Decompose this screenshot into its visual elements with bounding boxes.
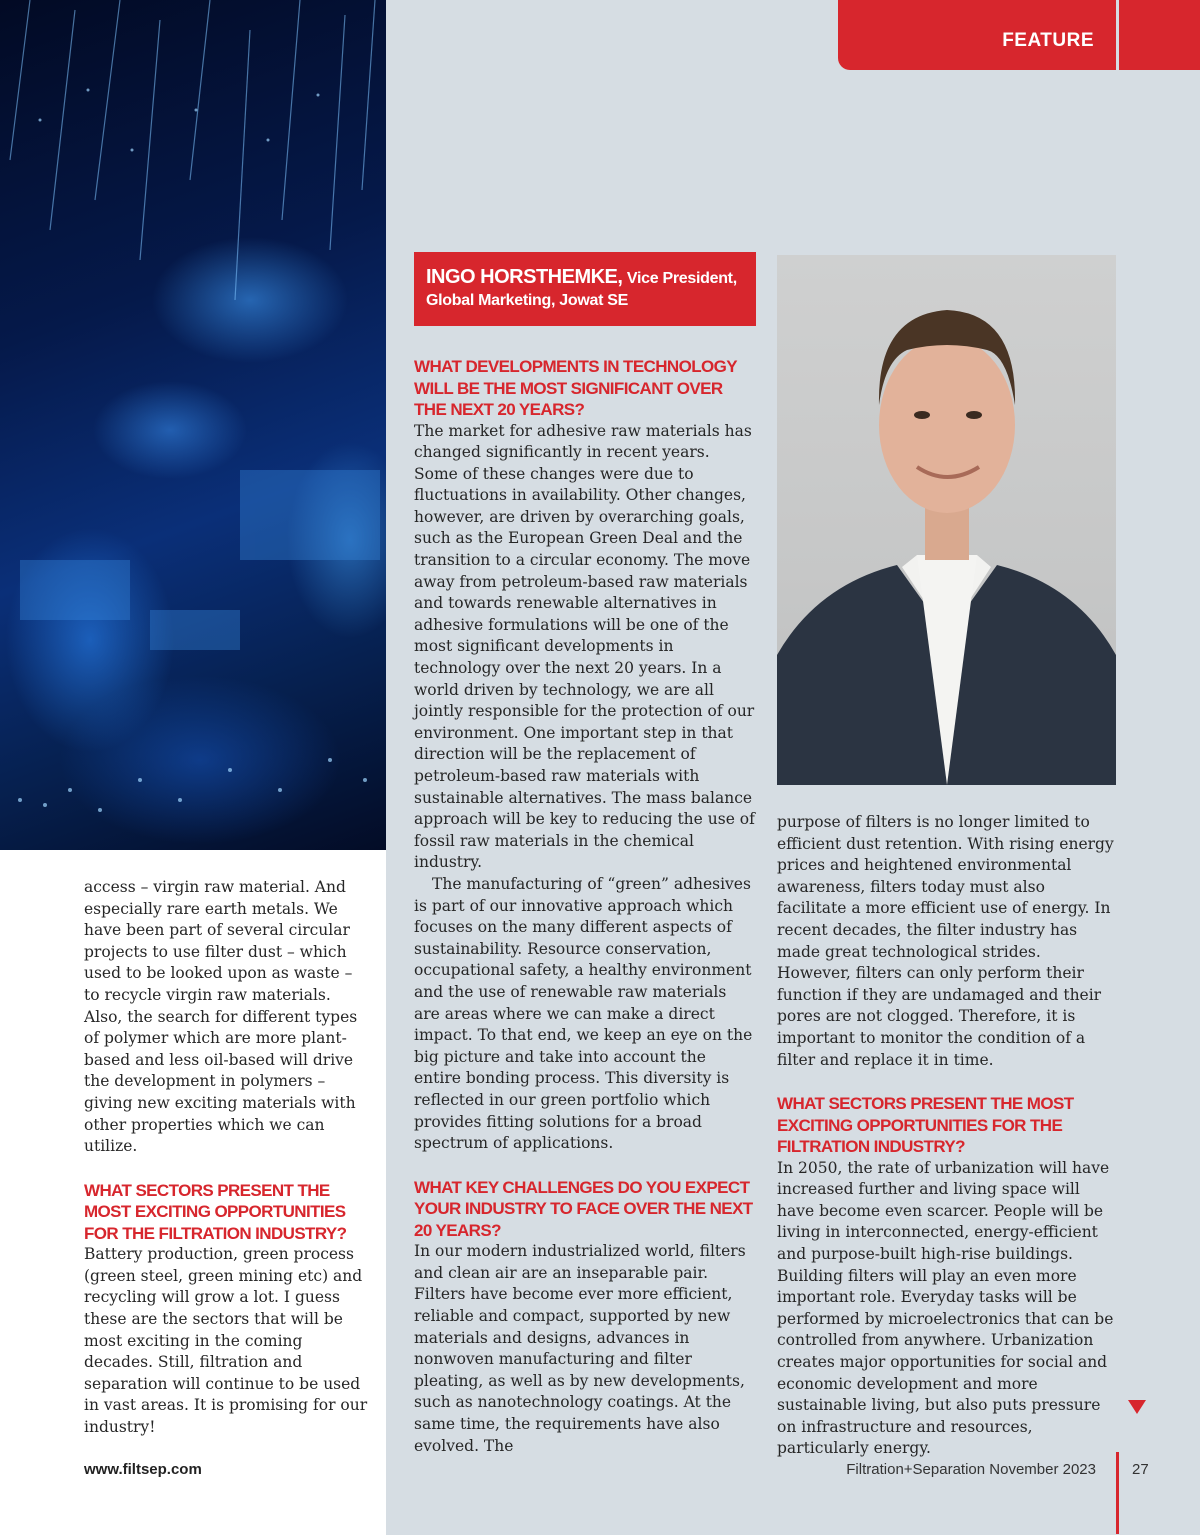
- paragraph: Battery production, green process (green steel, green mining etc) and recycling will grow a lot. I guess these are the sectors that will be most exciting in the coming decades. Still, filtration and separation will continue to be used in vast areas. It is promising for our industry!: [84, 1245, 368, 1436]
- paragraph: In 2050, the rate of urbanization will have increased further and living space will have become even scarcer. People will be living in interconnected, energy-efficient and purpose-built high-rise buildings. Building filters will play an even more important role. Everyday tasks will be performed by microelectronics that can be controlled from anywhere. Urbanization creates major opportunities for social and economic development and more sustainable living, but also puts pressure on infrastructure and resources, particularly energy.: [777, 1158, 1114, 1458]
- continue-arrow-icon: [1128, 1400, 1146, 1414]
- portrait-photo: [777, 255, 1116, 785]
- portrait-illustration: [777, 255, 1116, 785]
- footer-publication: Filtration+Separation November 2023: [846, 1461, 1096, 1478]
- section-tab-edge: [1119, 0, 1200, 70]
- profile-title-line2: Global Marketing, Jowat SE: [426, 292, 629, 309]
- paragraph: access – virgin raw material. And especially rare earth metals. We have been part of several circular projects to use filter dust – which used to be looked upon as waste – to recycle virgin raw materials. Also, the search for different types of polymer which are more plant-based and less oil-based will drive the development in polymers – giving new exciting materials with other properties which we can utilize.: [84, 878, 358, 1156]
- question-heading: WHAT DEVELOPMENTS IN TECHNOLOGY WILL BE THE MOST SIGNIFICANT OVER THE NEXT 20 YEARS?: [414, 357, 737, 419]
- question-heading: WHAT KEY CHALLENGES DO YOU EXPECT YOUR INDUSTRY TO FACE OVER THE NEXT 20 YEARS?: [414, 1177, 753, 1240]
- paragraph: The manufacturing of “green” adhesives is part of our innovative approach which focuses on the many different aspects of sustainability. Resource conservation, occupational safety, a healthy environment and the use of renewable raw materials are areas where we can make a direct impact. To that end, we keep an eye on the big picture and take into account the entire bonding process. This diversity is reflected in our green portfolio which provides fitting solutions for a broad spectrum of applications.: [414, 874, 753, 1153]
- profile-name: INGO HORSTHEMKE,: [426, 266, 623, 288]
- section-tab: [838, 0, 1116, 70]
- column-left: [84, 877, 370, 1439]
- question-heading: WHAT SECTORS PRESENT THE MOST EXCITING OPPORTUNITIES FOR THE FILTRATION INDUSTRY?: [777, 1094, 1074, 1157]
- paragraph: purpose of filters is no longer limited to efficient dust retention. With rising energy prices and heightened environmental awareness, filters today must also facilitate a more efficient use of energy. In recent decades, the filter industry has made great technological strides. However, filters can only perform their function if they are undamaged and their pores are not clogged. Therefore, it is important to monitor the condition of a filter and replace it in time.: [777, 813, 1114, 1069]
- hero-image-digital-network: [0, 0, 386, 850]
- footer-divider: [1116, 1452, 1119, 1534]
- section-label: FEATURE: [1002, 30, 1094, 51]
- paragraph: The market for adhesive raw materials has changed significantly in recent years. Some of these changes were due to fluctuations in availability. Other changes, however, are driven by overarching goals, such as the European Green Deal and the transition to a circular economy. The move away from petroleum-based raw materials and towards renewable alternatives in adhesive formulations will be one of the most significant developments in technology over the next 20 years. In a world driven by technology, we are all jointly responsible for the protection of our environment. One important step in that direction will be the replacement of petroleum-based raw materials with sustainable alternatives. The mass balance approach will be key to reducing the use of fossil raw materials in the chemical industry.: [414, 421, 755, 872]
- light-streaks-graphic: [0, 0, 386, 850]
- column-right: [777, 812, 1117, 1460]
- footer-url: www.filtsep.com: [84, 1461, 202, 1478]
- column-middle: [414, 356, 756, 1457]
- question-heading: WHAT SECTORS PRESENT THE MOST EXCITING OPPORTUNITIES FOR THE FILTRATION INDUSTRY?: [84, 1180, 347, 1243]
- profile-name-box: [414, 252, 756, 326]
- paragraph: In our modern industrialized world, filters and clean air are an inseparable pair. Filters have become ever more efficient, reliable and compact, supported by new materials and designs, advances in nonwoven manufacturing and filter pleating, as well as by new developments, such as nanotechnology coatings. At the same time, the requirements have also evolved. The: [414, 1242, 746, 1455]
- page-number: 27: [1132, 1461, 1149, 1478]
- profile-title-line1: Vice President,: [626, 270, 737, 287]
